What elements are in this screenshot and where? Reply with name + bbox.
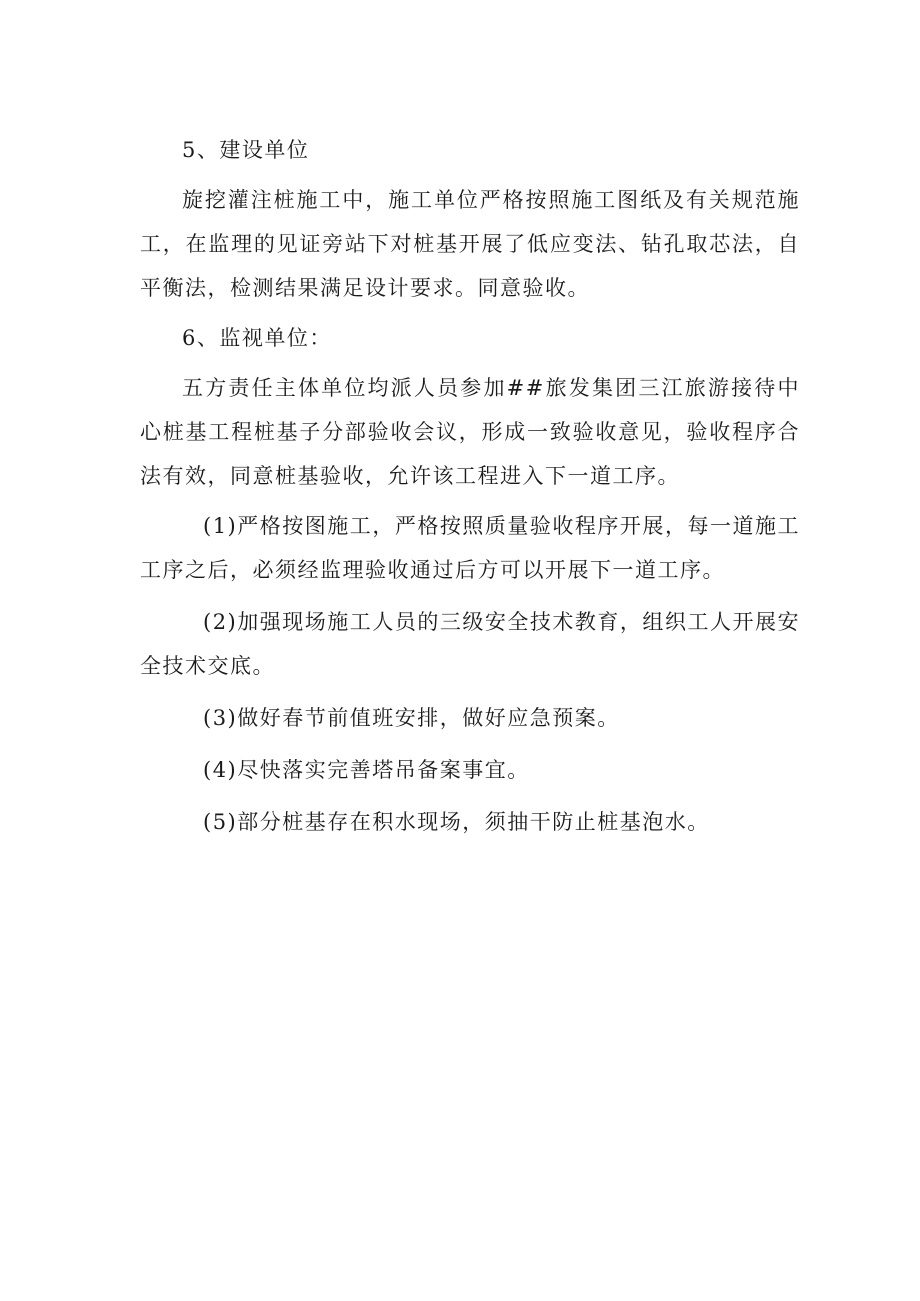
list-item: (5)部分桩基存在积水现场，须抽干防止桩基泡水。 (203, 810, 710, 834)
list-item: (2)加强现场施工人员的三级安全技术教育，组织工人开展安全技术交底。 (140, 610, 800, 678)
document-body (140, 128, 800, 852)
section-5-body: 旋挖灌注桩施工中，施工单位严格按照施工图纸及有关规范施工，在监理的见证旁站下对桩基开展了低应变法、钻孔取芯法，自平衡法，检测结果满足设计要求。同意验收。 (140, 188, 800, 300)
list-item: (4)尽快落实完善塔吊备案事宜。 (203, 758, 530, 782)
list-item: (3)做好春节前值班安排，做好应急预案。 (203, 706, 620, 730)
section-6-heading: 6、监视单位： (182, 326, 332, 350)
section-5-heading: 5、建设单位 (182, 138, 310, 162)
list-item: (1)严格按图施工，严格按照质量验收程序开展，每一道施工工序之后，必须经监理验收通过后方可以开展下一道工序。 (140, 514, 800, 582)
section-6-body: 五方责任主体单位均派人员参加##旅发集团三江旅游接待中心桩基工程桩基子分部验收会议，形成一致验收意见，验收程序合法有效，同意桩基验收，允许该工程进入下一道工序。 (140, 376, 800, 488)
